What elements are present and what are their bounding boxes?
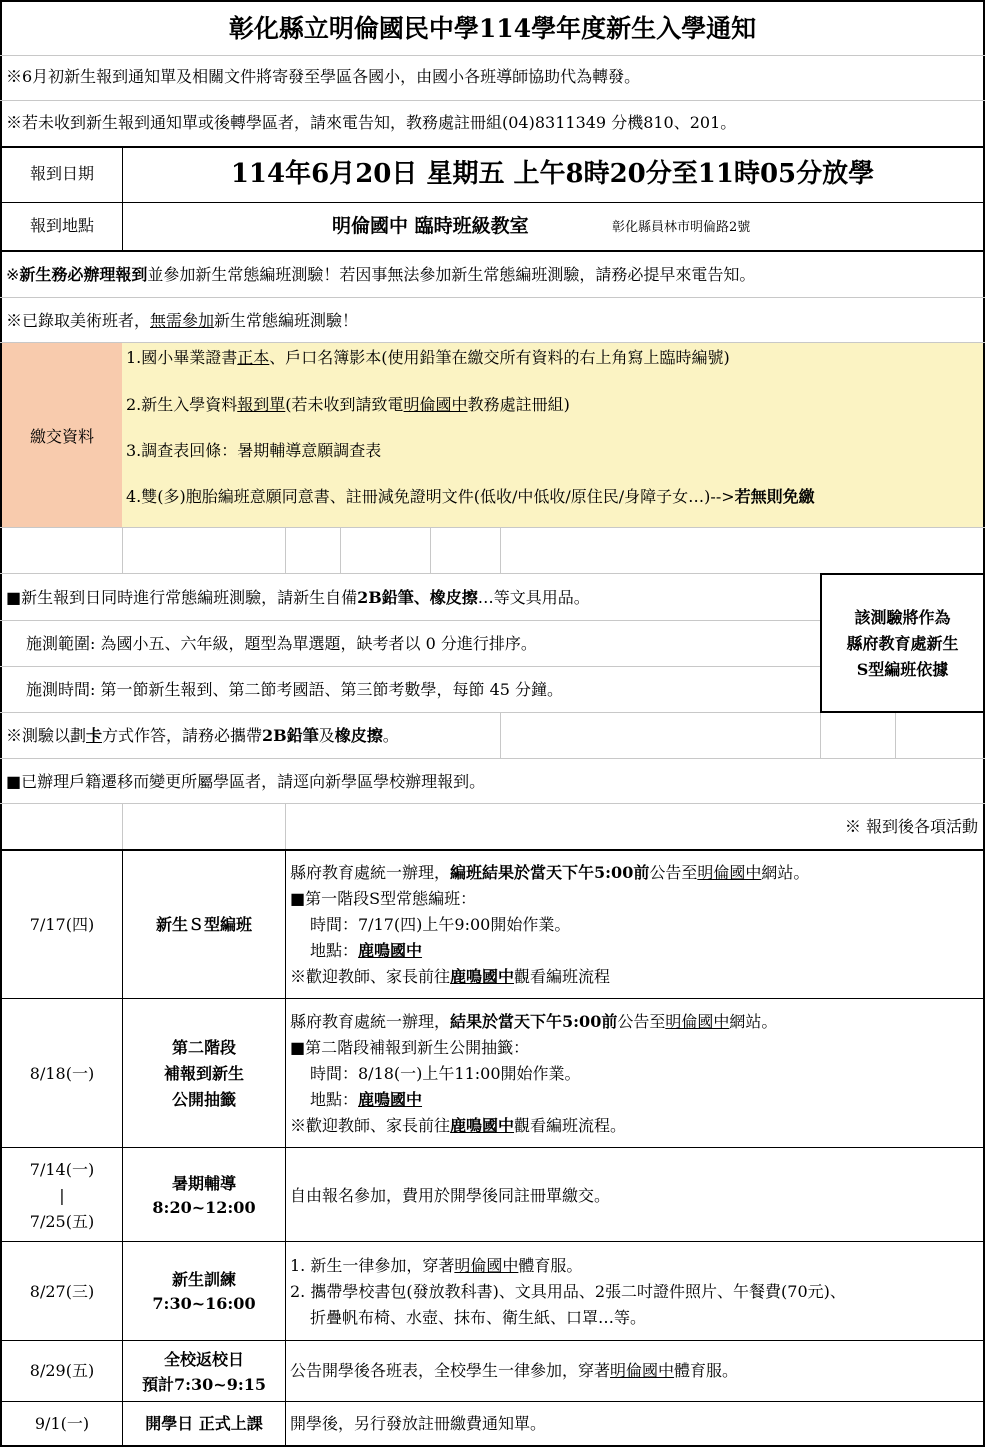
r1-desc-3: 時間：7/17(四)上午9:00開始作業。 <box>310 915 571 934</box>
must-attend-note: ※新生務必辦理報到並參加新生常態編班測驗！若因事無法參加新生常態編班測驗，請務必提早來電告知。 <box>6 265 756 284</box>
test-line-1: ■新生報到日同時進行常態編班測驗，請新生自備2B鉛筆、橡皮擦…等文具用品。 <box>6 588 590 607</box>
r3-desc: 自由報名參加，費用於開學後同註冊單繳交。 <box>290 1186 611 1205</box>
r4-date: 8/27(三) <box>29 1282 95 1301</box>
r2-name-3: 公開抽籤 <box>171 1090 236 1109</box>
report-date-value: 114年6月20日 星期五 上午8時20分至11時05分放學 <box>230 159 875 189</box>
r5-name-1: 全校返校日 <box>163 1350 244 1369</box>
frame-top <box>0 0 985 2</box>
r2-date: 8/18(一) <box>29 1064 95 1083</box>
r3-date-end: 7/25(五) <box>29 1212 95 1231</box>
r2-desc-4: 地點：鹿鳴國中 <box>310 1090 423 1109</box>
report-place-address: 彰化縣員林市明倫路2號 <box>612 220 751 235</box>
test-scope: 施測範圍: 為國小五、六年級，題型為單選題，缺考者以 0 分進行排序。 <box>26 634 537 653</box>
r1-date: 7/17(四) <box>29 915 95 934</box>
art-class-note: ※已錄取美術班者，無需參加新生常態編班測驗！ <box>6 311 359 330</box>
r2-name-2: 補報到新生 <box>163 1064 244 1083</box>
r3-date-sep: | <box>59 1186 65 1205</box>
r3-name-2: 8:20~12:00 <box>152 1198 256 1217</box>
test-line-4: ※測驗以劃卡方式作答，請務必攜帶2B鉛筆及橡皮擦。 <box>6 726 399 745</box>
r5-desc: 公告開學後各班表，全校學生一律參加，穿著明倫國中體育服。 <box>290 1361 739 1380</box>
report-date-label: 報到日期 <box>29 164 94 183</box>
r1-desc-4: 地點：鹿鳴國中 <box>310 941 423 960</box>
docs-item-2: 2.新生入學資料報到單(若未收到請致電明倫國中教務處註冊組) <box>126 395 570 414</box>
r6-name: 開學日 正式上課 <box>145 1414 263 1433</box>
note-1: ※6月初新生報到通知單及相關文件將寄發至學區各國小，由國小各班導師協助代為轉發。 <box>6 67 641 86</box>
docs-item-4: 4.雙(多)胞胎編班意願同意書、註冊減免證明文件(低收/中低收/原住民/身障子女…)-->若無則免繳 <box>126 487 815 506</box>
r2-name-1: 第二階段 <box>171 1038 236 1057</box>
docs-label: 繳交資料 <box>29 427 94 446</box>
r6-desc: 開學後，另行發放註冊繳費通知單。 <box>290 1414 547 1433</box>
r4-desc-1: 1. 新生一律參加，穿著明倫國中體育服。 <box>290 1256 583 1275</box>
test-basis-box <box>820 573 985 713</box>
r1-desc-1: 縣府教育處統一辦理，編班結果於當天下午5:00前公告至明倫國中網站。 <box>290 863 810 882</box>
test-time: 施測時間: 第一節新生報到、第二節考國語、第三節考數學，每節 45 分鐘。 <box>26 680 564 699</box>
r4-desc-2: 2. 攜帶學校書包(發放教科書)、文具用品、2張二吋證件照片、午餐費(70元)、 <box>290 1282 846 1301</box>
r5-name-2: 預計7:30~9:15 <box>141 1375 267 1394</box>
moved-note: ■已辦理戶籍遷移而變更所屬學區者，請逕向新學區學校辦理報到。 <box>6 772 486 791</box>
r2-desc-1: 縣府教育處統一辦理，結果於當天下午5:00前公告至明倫國中網站。 <box>290 1012 778 1031</box>
r5-date: 8/29(五) <box>29 1361 95 1380</box>
r3-name-1: 暑期輔導 <box>171 1174 236 1193</box>
after-activities-heading: ※ 報到後各項活動 <box>844 817 978 836</box>
r4-name-1: 新生訓練 <box>171 1270 236 1289</box>
r1-name: 新生Ｓ型編班 <box>155 915 252 934</box>
docs-item-3: 3.調查表回條：暑期輔導意願調查表 <box>126 441 382 460</box>
report-place-label: 報到地點 <box>29 216 94 235</box>
test-basis-line-3: S型編班依據 <box>856 660 949 679</box>
docs-item-1: 1.國小畢業證書正本、戶口名簿影本(使用鉛筆在繳交所有資料的右上角寫上臨時編號) <box>126 348 730 367</box>
report-place-value: 明倫國中 臨時班級教室 <box>332 215 529 237</box>
r2-desc-3: 時間：8/18(一)上午11:00開始作業。 <box>310 1064 581 1083</box>
page-title: 彰化縣立明倫國民中學114學年度新生入學通知 <box>228 14 757 43</box>
r6-date: 9/1(一) <box>34 1414 90 1433</box>
r3-date-start: 7/14(一) <box>29 1160 95 1179</box>
r2-desc-5: ※歡迎教師、家長前往鹿鳴國中觀看編班流程。 <box>290 1116 627 1135</box>
test-basis-line-2: 縣府教育處新生 <box>846 634 959 653</box>
r4-desc-3: 折疊帆布椅、水壺、抹布、衛生紙、口罩…等。 <box>310 1308 647 1327</box>
note-2: ※若未收到新生報到通知單或後轉學區者，請來電告知，教務處註冊組(04)8311349 分機810、201。 <box>6 113 737 132</box>
r4-name-2: 7:30~16:00 <box>152 1294 256 1313</box>
test-basis-line-1: 該測驗將作為 <box>854 608 951 627</box>
r1-desc-5: ※歡迎教師、家長前往鹿鳴國中觀看編班流程 <box>290 967 611 986</box>
r2-desc-2: ■第二階段補報到新生公開抽籤： <box>290 1038 530 1057</box>
r1-desc-2: ■第一階段S型常態編班： <box>290 889 477 908</box>
